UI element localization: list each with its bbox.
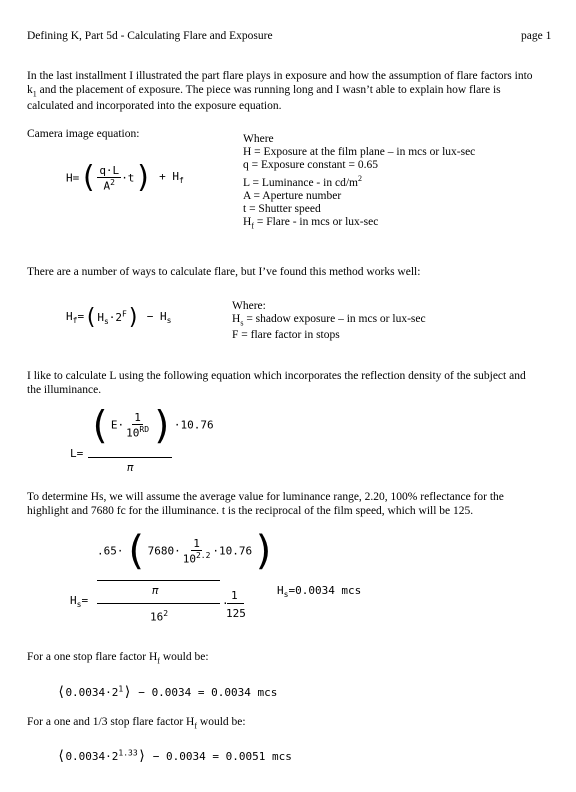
camera-image-equation: H=( $\frac{q\cdot L}{A^2}$ $\cdot t) + H_f$: [66, 160, 184, 195]
flare-where-label: Where:: [232, 300, 266, 312]
flare-intro: There are a number of ways to calculate flare, but I’ve found this method works well:: [27, 266, 421, 278]
hs-one-over: 1: [231, 589, 238, 602]
page-number: page 1: [521, 30, 552, 42]
one-third-stop-intro: For a one and 1/3 stop flare factor $H_f$ would be:: [27, 716, 246, 731]
var-Hs: $H_s$ = shadow exposure – in mcs or lux-sec: [232, 313, 426, 328]
one-stop-equation: $⟨0.0034\cdot 2^1⟩ - 0.0034 = 0.0034$ mcs: [57, 684, 278, 700]
flare-equation: $H_f=(H_s\cdot 2^F) - H_s$: [66, 305, 172, 330]
var-H: H = Exposure at the film plane – in mcs or lux-sec: [243, 146, 476, 158]
intro-line-1: In the last installment I illustrated the part flare plays in exposure and how the assumption of flare factors into: [27, 70, 533, 82]
luminance-equation-numerator: (E· $\frac{1}{10^{RD}}$ )·10.76: [88, 403, 214, 447]
document-title: Defining K, Part 5d - Calculating Flare and Exposure: [27, 30, 273, 42]
one-stop-intro: For a one stop flare factor $H_f$ would be:: [27, 651, 209, 666]
hs-reciprocal-bar: [227, 603, 244, 604]
hs-main-fraction-bar: [97, 603, 220, 604]
var-Hf: $H_f$ = Flare - in mcs or lux-sec: [243, 215, 379, 231]
luminance-equation-lhs: L=: [70, 447, 84, 460]
hs-inner-pi: π: [152, 584, 159, 597]
hs-multiply-dot: ·: [222, 597, 229, 610]
hs-equation-top: .65·(7680· $\frac{1}{10^{2.2}}$ ·10.76): [97, 528, 277, 574]
flare-variable-list: [232, 300, 426, 342]
intro-paragraph: [27, 70, 555, 114]
intro-line-3: calculated and incorporated into the exposure equation.: [27, 100, 282, 113]
var-F: F = flare factor in stops: [232, 329, 340, 342]
hs-denominator: $16^2$: [150, 609, 169, 624]
intro-line-2: $k_1$ and the placement of exposure. The piece was running long and I wasn’t able to explain how flare is: [27, 83, 501, 98]
var-q: q = Exposure constant = 0.65: [243, 159, 378, 171]
where-label: Where: [243, 133, 274, 145]
luminance-pi: π: [127, 461, 134, 474]
hs-result: $H_s=0.0034$ mcs: [277, 584, 362, 600]
hs-inner-fraction-bar: [97, 580, 220, 581]
luminance-intro: I like to calculate L using the following equation which incorporates the reflection density of the subject and the illuminance.: [27, 370, 526, 396]
one-third-stop-equation: $⟨0.0034\cdot 2^{1.33}⟩ - 0.0034 = 0.0051$ mcs: [57, 748, 292, 764]
var-A: A = Aperture number: [243, 189, 342, 202]
hs-equation-lhs: $H_s=$: [70, 594, 89, 610]
hs-intro: To determine Hs, we will assume the average value for luminance range, 2.20, 100% reflectance for the highlight and 7680 fc for the illuminance. t is the reciprocal of the film speed, which will be 125.: [27, 491, 504, 517]
luminance-fraction-bar: [88, 457, 172, 458]
camera-equation-label: Camera image equation:: [27, 128, 140, 140]
hs-125: 125: [226, 607, 246, 620]
var-L: L = Luminance - in $cd/m^2$: [243, 174, 362, 189]
camera-variable-list: [243, 133, 475, 232]
var-t: t = Shutter speed: [243, 202, 321, 215]
